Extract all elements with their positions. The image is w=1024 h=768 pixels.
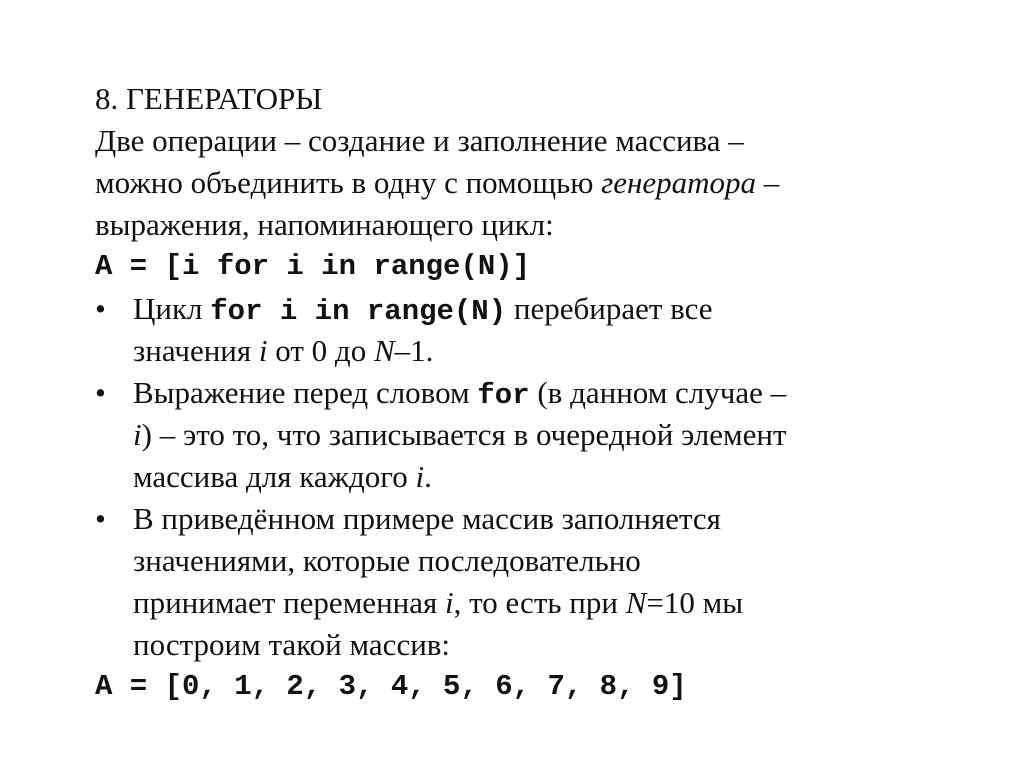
slide-title: 8. ГЕНЕРАТОРЫ [95,81,323,116]
bullet-2-line-1 [95,372,975,414]
bullet-var: i [415,459,425,494]
bullet-var: i [258,333,268,368]
intro-line-3 [95,204,975,246]
bullet-3-line-1 [95,498,975,540]
bullet-var: N [373,333,395,368]
bullet-text: Цикл [133,291,211,326]
intro-text: выражения, напоминающего цикл: [95,207,554,242]
intro-line-1 [95,120,975,162]
bullet-2-line-3 [95,456,975,498]
bullet-1-line-1 [95,288,975,330]
bullet-3-line-4 [95,624,975,666]
intro-line-2 [95,162,975,204]
slide-content [95,78,975,708]
bullet-marker: • [95,501,106,536]
bullet-3-line-3 [95,582,975,624]
bullet-text: . [424,459,432,494]
bullet-text: принимает переменная [133,585,446,620]
bullet-var: N [625,585,647,620]
bullet-text: =10 мы [646,585,744,620]
bullet-text: (в данном случае – [529,375,787,410]
bullet-1-line-2 [95,330,975,372]
bullet-var: i [445,585,454,620]
intro-term-generator: генератора [601,165,757,200]
code-example-result: A = [0, 1, 2, 3, 4, 5, 6, 7, 8, 9] [95,670,687,703]
intro-text: можно объединить в одну с помощью [95,165,602,200]
intro-text: Две операции – создание и заполнение массива – [95,123,744,158]
bullet-var: i [133,417,142,452]
bullet-marker: • [95,375,106,410]
bullet-text: ) – это то, что записывается в очередной элемент [141,417,787,452]
bullet-text: от 0 до [267,333,374,368]
intro-text: – [756,165,780,200]
bullet-text: , то есть при [453,585,626,620]
bullet-text: значениями, которые последовательно [133,543,641,578]
bullet-text: перебирает все [506,291,713,326]
bullet-text: Выражение перед словом [133,375,478,410]
bullet-marker: • [95,291,106,326]
bullet-code: for i in range(N) [210,295,507,328]
bullet-code: for [477,379,530,412]
bullet-text: В приведённом примере массив заполняется [133,501,721,536]
bullet-text: значения [133,333,259,368]
bullet-text: –1. [394,333,434,368]
bullet-text: построим такой массив: [133,627,451,662]
bullet-text: массива для каждого [133,459,416,494]
code-example-generator: A = [i for i in range(N)] [95,250,531,283]
bullet-2-line-2 [95,414,975,456]
bullet-3-line-2 [95,540,975,582]
